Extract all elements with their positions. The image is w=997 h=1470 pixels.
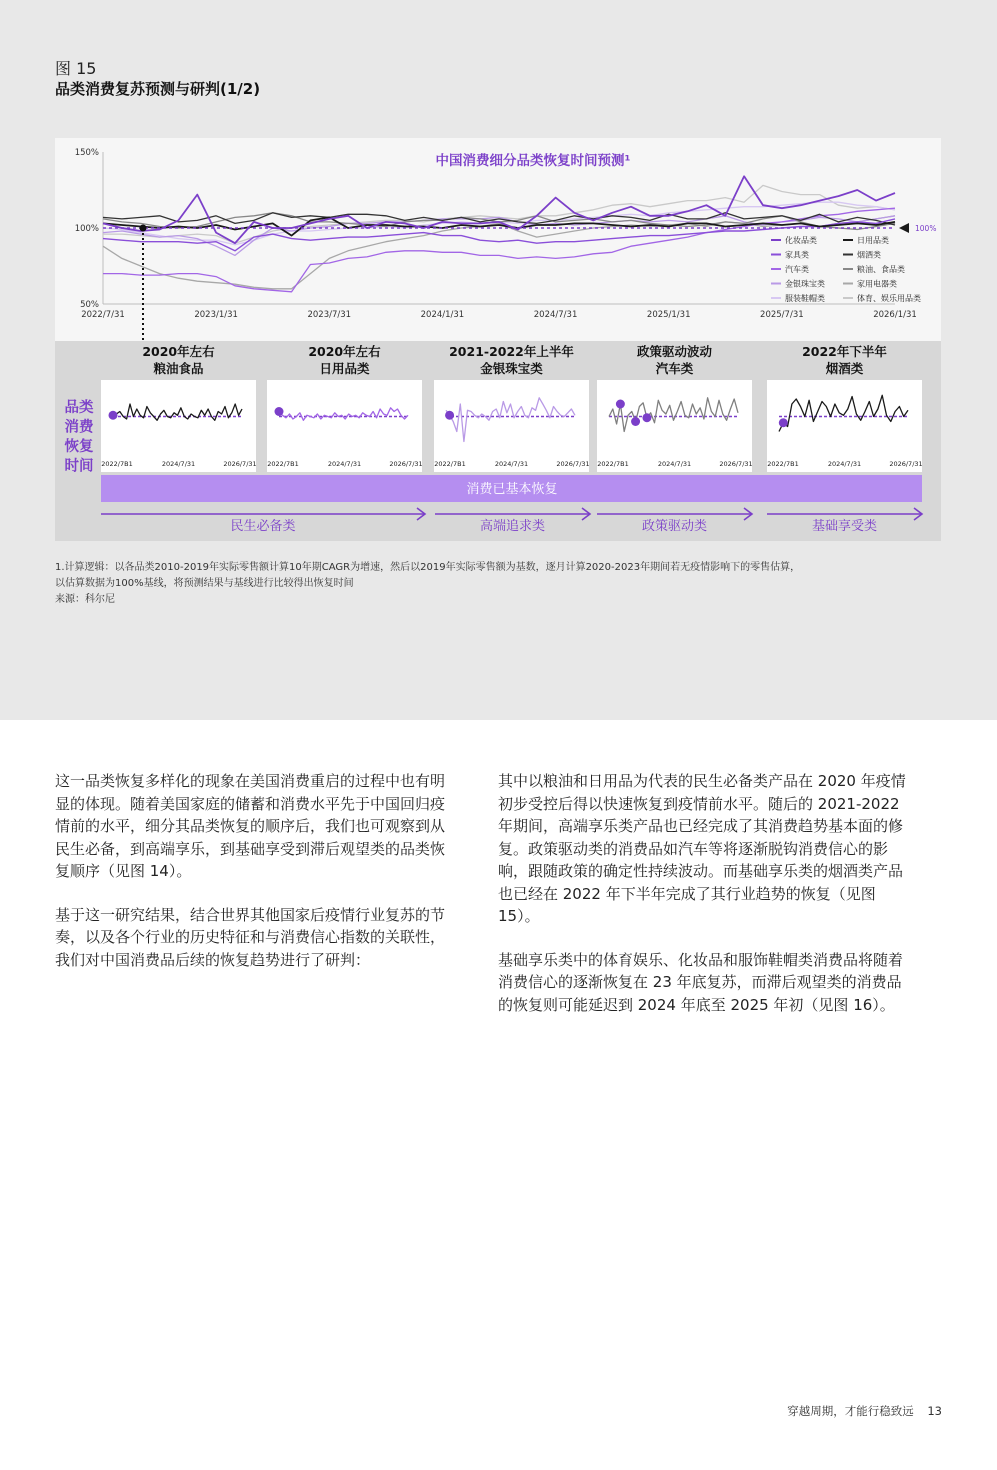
note-line-2: 以估算数据为100%基线，将预测结果与基线进行比较得出恢复时间 [55, 578, 354, 589]
mini-x-tick-label: 2022/7B1 [101, 460, 133, 468]
mini-x-tick-label: 2026/7/31 [389, 460, 423, 468]
stage-period: 2020年左右 [308, 344, 381, 359]
mini-x-tick-label: 2022/7B1 [597, 460, 629, 468]
x-tick-label: 2024/1/31 [420, 310, 465, 320]
body-left-column [55, 770, 455, 992]
stage-category: 汽车类 [655, 361, 694, 376]
mini-chart-card [101, 380, 256, 472]
y-tick-label: 150% [74, 148, 99, 158]
stage-period: 2020年左右 [142, 344, 215, 359]
figure-label: 图 15 [55, 59, 97, 78]
x-tick-label: 2026/1/31 [873, 310, 917, 320]
recovery-point-dot [631, 417, 640, 426]
series-line [103, 176, 895, 243]
y-tick-label: 100% [74, 224, 99, 234]
legend-label: 服装鞋帽类 [785, 294, 825, 303]
mini-x-tick-label: 2022/7B1 [434, 460, 466, 468]
stage-period: 2022年下半年 [802, 344, 887, 359]
body-paragraph: 这一品类恢复多样化的现象在美国消费重启的过程中也有明显的体现。随着美国家庭的储蓄和消费水平先于中国回归疫情前的水平，细分其品类恢复的顺序后，我们也可观察到从民生必备，到高端享乐，到基础享受到滞后观望类的品类恢复顺序（见图 14）。 [55, 772, 446, 880]
side-label-line: 品类 [64, 400, 94, 416]
connector-dot [140, 225, 147, 232]
mini-chart-card [597, 380, 752, 472]
mini-x-tick-label: 2026/7/31 [889, 460, 923, 468]
stage-category: 粮油食品 [153, 361, 204, 376]
stage-category: 烟酒类 [825, 361, 864, 376]
x-tick-label: 2025/1/31 [646, 310, 691, 320]
body-paragraph: 基于这一研究结果，结合世界其他国家后疫情行业复苏的节奏，以及各个行业的历史特征和与消费信心指数的关联性，我们对中国消费品后续的恢复趋势进行了研判： [55, 905, 446, 969]
mini-x-tick-label: 2026/7/31 [223, 460, 257, 468]
mini-x-tick-label: 2026/7/31 [556, 460, 590, 468]
chart-title: 中国消费细分品类恢复时间预测¹ [435, 153, 631, 169]
stage-category: 金银珠宝类 [480, 361, 543, 376]
recovery-point-dot [642, 413, 651, 422]
recovery-point-dot [779, 418, 788, 427]
mini-x-tick-label: 2026/7/31 [719, 460, 753, 468]
body-paragraph: 基础享乐类中的体育娱乐、化妆品和服饰鞋帽类消费品将随着消费信心的逐渐恢复在 23 年底复苏，而滞后观望类的消费品的恢复则可能延迟到 2024 年底至 2025 年初（见图 16）。 [498, 950, 904, 1014]
x-tick-label: 2023/7/31 [307, 310, 352, 320]
mini-x-tick-label: 2024/7/31 [161, 460, 196, 468]
recovered-bar-label: 消费已基本恢复 [466, 482, 558, 497]
group-arrow-label: 高端追求类 [479, 519, 546, 534]
series-line [103, 185, 895, 243]
legend-label: 体育、娱乐用品类 [857, 294, 921, 303]
mini-x-tick-label: 2024/7/31 [827, 460, 862, 468]
stage-period: 2021-2022年上半年 [449, 344, 574, 359]
legend-label: 化妆品类 [785, 236, 817, 245]
side-label-line: 时间 [64, 458, 94, 475]
y-tick-label: 50% [80, 300, 99, 310]
body-paragraph: 其中以粮油和日用品为代表的民生必备类产品在 2020 年疫情初步受控后得以快速恢复到疫情前水平。随后的 2021-2022 年期间，高端享乐类产品也已经完成了其消费趋势基本面的修复。政策驱动类的消费品如汽车等将逐渐脱钩消费信心的影响，跟随政策的确定性持续波动。而基础享乐类的烟酒类产品也已经在 2022 年下半年完成了其行业趋势的恢复（见图 15）。 [498, 772, 906, 925]
x-tick-label: 2025/7/31 [760, 310, 804, 320]
mini-x-tick-label: 2024/7/31 [657, 460, 692, 468]
mini-x-tick-label: 2024/7/31 [494, 460, 529, 468]
stage-category: 日用品类 [319, 361, 370, 376]
body-right-column [498, 770, 916, 1037]
legend-label: 粮油、食品类 [857, 265, 905, 274]
group-arrow-label: 民生必备类 [230, 519, 296, 534]
recovery-point-dot [445, 411, 454, 420]
side-label-line: 消费 [64, 419, 94, 436]
mini-chart-card [267, 380, 422, 472]
legend-label: 金银珠宝类 [785, 279, 825, 289]
mini-chart-card [767, 380, 922, 472]
legend-label: 烟酒类 [857, 250, 881, 260]
note-line-1: 1.计算逻辑：以各品类2010-2019年实际零售额计算10年期CAGR为增速，然后以2019年实际零售额为基数，逐月计算2020-2023年期间若无疫情影响下的零售估算， [55, 562, 801, 573]
legend-label: 汽车类 [785, 265, 809, 274]
note-source: 来源：科尔尼 [55, 594, 115, 605]
legend-label: 家具类 [785, 250, 809, 260]
figure-title: 品类消费复苏预测与研判(1/2) [55, 80, 261, 98]
page-footer [777, 1403, 942, 1419]
x-tick-label: 2023/1/31 [194, 310, 238, 320]
footer-text: 穿越周期，才能行稳致远 [787, 1404, 914, 1418]
baseline-arrow-icon [899, 223, 909, 233]
figure-notes [55, 560, 800, 608]
recovery-point-dot [275, 407, 284, 416]
x-tick-label: 2022/7/31 [81, 310, 125, 320]
side-label-line: 恢复 [64, 439, 94, 455]
legend-label: 日用品类 [857, 236, 889, 245]
recovery-point-dot [616, 400, 625, 409]
mini-x-tick-label: 2022/7B1 [267, 460, 299, 468]
baseline-label: 100% [915, 224, 937, 233]
stage-period: 政策驱动波动 [636, 344, 713, 359]
group-arrow-label: 基础享受类 [811, 519, 878, 534]
chart-svg [55, 138, 941, 541]
recovery-point-dot [109, 411, 118, 420]
x-tick-label: 2024/7/31 [533, 310, 578, 320]
page-number: 13 [927, 1404, 942, 1418]
legend-label: 家用电器类 [857, 279, 897, 289]
mini-x-tick-label: 2024/7/31 [327, 460, 362, 468]
chart-panel [55, 138, 941, 541]
mini-x-tick-label: 2022/7B1 [767, 460, 799, 468]
group-arrow-label: 政策驱动类 [641, 519, 708, 534]
